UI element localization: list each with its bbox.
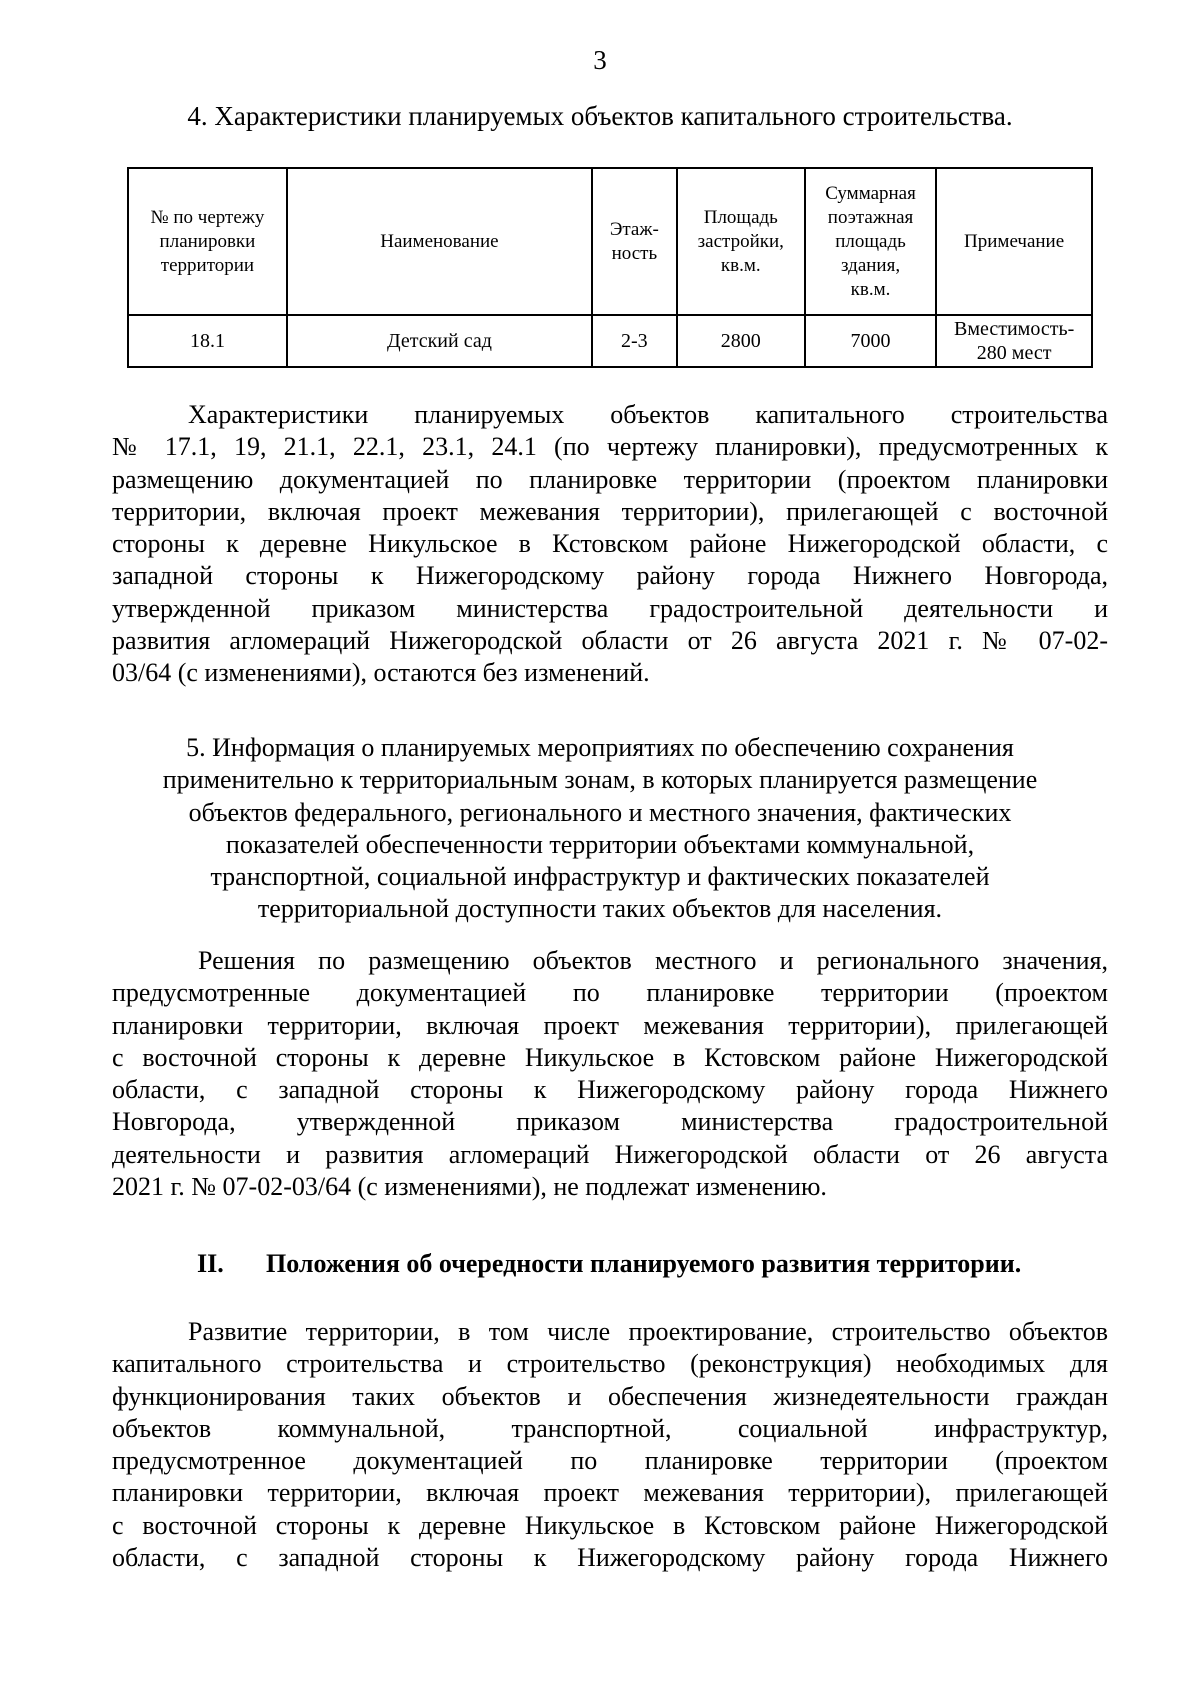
- cell-drawing-number: 18.1: [128, 315, 287, 367]
- header-drawing-number: № по чертежу планировки территории: [128, 168, 287, 315]
- cell-name: Детский сад: [287, 315, 592, 367]
- header-building-area: Площадь застройки, кв.м.: [677, 168, 805, 315]
- section-II-title: Положения об очередности планируемого развития территории.: [266, 1249, 1022, 1278]
- paragraph-decisions: Решения по размещению объектов местного и регионального значения, предусмотренные документацией по планировке территории (проектом планировки территории, включая проект межевания территории), прилегающей с восточной стороны к деревне Никульское в Кстовском районе Нижегородской области, с западной стороны к Нижегородскому району города Нижнего Новгорода, утвержденной приказом министерства градостроительной деятельности и развития агломераций Нижегородской области от 26 августа 2021 г. № 07-02-03/64 (с изменениями), не подлежат изменению.: [112, 946, 1108, 1202]
- header-total-floor-area: Суммарная поэтажная площадь здания, кв.м.: [805, 168, 936, 315]
- section-4-heading: 4. Характеристики планируемых объектов капитального строительства.: [187, 101, 1013, 131]
- section-II-number: II.: [197, 1249, 224, 1278]
- header-note: Примечание: [936, 168, 1092, 315]
- header-floors: Этаж- ность: [592, 168, 677, 315]
- paragraph-development: Развитие территории, в том числе проектирование, строительство объектов капитального строительства и строительство (реконструкция) необходимых для функционирования таких объектов и обеспечения жизнедеятельности граждан объектов коммунальной, транспортной, социальной инфраструктур, предусмотренное документацией по планировке территории (проектом планировки территории, включая проект межевания территории), прилегающей с восточной стороны к деревне Никульское в Кстовском районе Нижегородской области, с западной стороны к Нижегородскому району города Нижнего: [112, 1317, 1108, 1573]
- cell-total-floor-area: 7000: [805, 315, 936, 367]
- paragraph-characteristics: Характеристики планируемых объектов капитального строительства № 17.1, 19, 21.1, 22.1, 23.1, 24.1 (по чертежу планировки), предусмотренных к размещению документацией по планировке территории (проектом планировки территории, включая проект межевания территории), прилегающей с восточной стороны к деревне Никульское в Кстовском районе Нижегородской области, с западной стороны к Нижегородскому району города Нижнего Новгорода, утвержденной приказом министерства градостроительной деятельности и развития агломераций Нижегородской области от 26 августа 2021 г. № 07-02- 03/64 (с изменениями), остаются без изменений.: [112, 400, 1108, 688]
- objects-table: [127, 167, 1093, 368]
- page-number: 3: [593, 45, 607, 75]
- header-name: Наименование: [287, 168, 592, 315]
- table-header-row: [128, 168, 1092, 315]
- cell-note: Вместимость- 280 мест: [936, 315, 1092, 367]
- section-5-heading: 5. Информация о планируемых мероприятиях по обеспечению сохранения применительно к территориальным зонам, в которых планируется размещение объектов федерального, регионального и местного значения, фактических показателей обеспеченности территории объектами коммунальной, транспортной, социальной инфраструктур и фактических показателей территориальной доступности таких объектов для населения.: [162, 733, 1038, 924]
- cell-floors: 2-3: [592, 315, 677, 367]
- cell-building-area: 2800: [677, 315, 805, 367]
- table-row: [128, 315, 1092, 367]
